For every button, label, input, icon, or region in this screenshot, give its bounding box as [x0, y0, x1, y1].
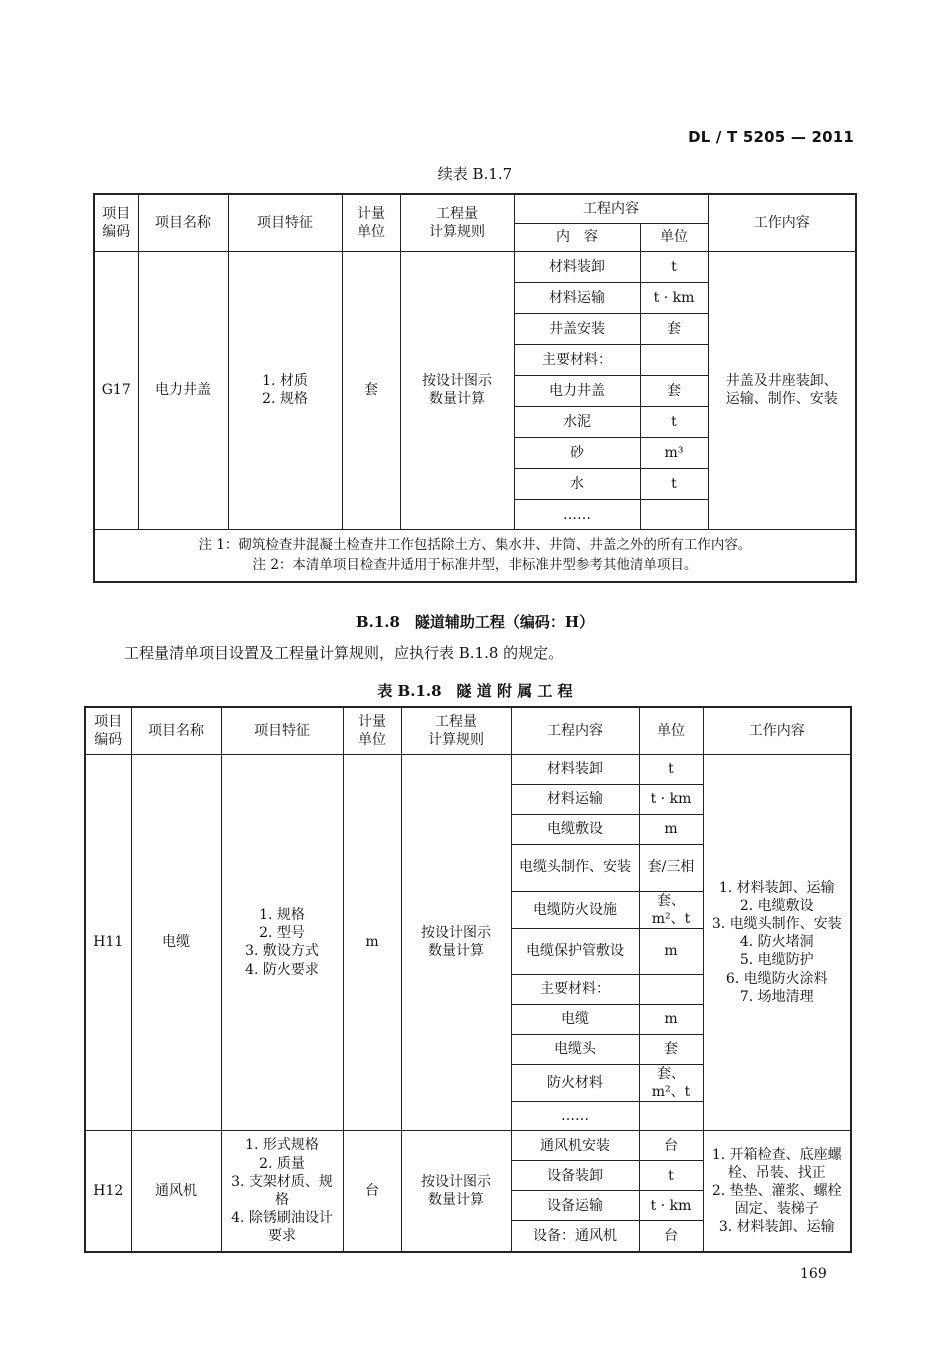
table2-caption: 表 B.1.8 隧 道 附 属 工 程: [377, 682, 573, 700]
content-item: 防火材料: [511, 1064, 639, 1101]
cell-name: 电力井盖: [138, 251, 228, 530]
content-unit: 套/三相: [639, 844, 703, 891]
section-heading: B.1.8 隧道辅助工程（编码：H）: [355, 613, 595, 631]
content-unit: 套: [640, 313, 708, 344]
cell-code: G17: [94, 251, 138, 530]
content-item: 砂: [514, 438, 640, 469]
content-unit: t · km: [639, 784, 703, 814]
content-unit: m: [639, 928, 703, 974]
cell-name: 电缆: [131, 754, 221, 1131]
th-content: 工程内容: [511, 707, 639, 754]
th-content-group: 工程内容: [514, 194, 708, 223]
note-1: 注 1：砌筑检查井混凝土检查井工作包括除土方、集水井、井筒、井盖之外的所有工作内容。: [198, 537, 752, 554]
content-item: 设备运输: [511, 1191, 639, 1221]
content-item: 通风机安装: [511, 1131, 639, 1161]
cell-work: 1. 材料装卸、运输 2. 电缆敷设 3. 电缆头制作、安装 4. 防火堵洞 5. 电缆防护 6. 电缆防火涂料 7. 场地清理: [703, 754, 851, 1131]
content-item: 材料装卸: [514, 251, 640, 282]
cell-unit: m: [343, 754, 401, 1131]
content-item: 水泥: [514, 407, 640, 438]
cell-code: H12: [85, 1131, 131, 1252]
content-unit: [639, 1102, 703, 1131]
content-item: 设备装卸: [511, 1161, 639, 1191]
table1-notes: [94, 530, 856, 582]
table-b17-continued: [93, 193, 857, 583]
content-unit: t: [640, 469, 708, 500]
content-item: 电力井盖: [514, 375, 640, 406]
content-item: 设备：通风机: [511, 1221, 639, 1252]
content-item: 电缆保护管敷设: [511, 928, 639, 974]
content-item: 电缆防火设施: [511, 891, 639, 928]
th-rule: 工程量 计算规则: [400, 194, 514, 251]
content-unit: m: [639, 1004, 703, 1034]
th-rule: 工程量 计算规则: [401, 707, 511, 754]
cell-code: H11: [85, 754, 131, 1131]
cell-features: 1. 形式规格 2. 质量 3. 支架材质、规格 4. 除锈刷油设计要求: [221, 1131, 343, 1252]
content-item: 材料运输: [511, 784, 639, 814]
th-code: 项目 编码: [94, 194, 138, 251]
content-unit: t: [640, 251, 708, 282]
content-unit: m³: [640, 438, 708, 469]
content-item: 电缆敷设: [511, 814, 639, 844]
th-work: 工作内容: [703, 707, 851, 754]
table1-caption: 续表 B.1.7: [437, 165, 513, 183]
th-content-unit: 单位: [639, 707, 703, 754]
content-item: 主要材料：: [511, 974, 639, 1004]
content-unit: t: [639, 754, 703, 784]
cell-work: 1. 开箱检查、底座螺栓、吊装、找正 2. 垫垫、灌浆、螺栓固定、装梯子 3. 材料装卸、运输: [703, 1131, 851, 1252]
content-unit: [640, 344, 708, 375]
content-unit: 套、m²、t: [639, 1064, 703, 1101]
content-unit: 套、m²、t: [639, 891, 703, 928]
content-unit: t · km: [639, 1191, 703, 1221]
content-unit: 台: [639, 1221, 703, 1252]
cell-unit: 套: [342, 251, 400, 530]
th-unit: 计量 单位: [342, 194, 400, 251]
content-unit: 台: [639, 1131, 703, 1161]
cell-features: 1. 材质 2. 规格: [228, 251, 342, 530]
content-unit: t: [640, 407, 708, 438]
content-item: 井盖安装: [514, 313, 640, 344]
content-unit: m: [639, 814, 703, 844]
th-unit: 计量 单位: [343, 707, 401, 754]
content-item: 材料装卸: [511, 754, 639, 784]
cell-rule: 按设计图示 数量计算: [401, 754, 511, 1131]
content-unit: 套: [639, 1034, 703, 1064]
content-unit: t · km: [640, 282, 708, 313]
th-name: 项目名称: [131, 707, 221, 754]
content-item: 材料运输: [514, 282, 640, 313]
th-name: 项目名称: [138, 194, 228, 251]
th-code: 项目 编码: [85, 707, 131, 754]
table-b18: [84, 706, 852, 1253]
cell-unit: 台: [343, 1131, 401, 1252]
th-content: 内 容: [514, 223, 640, 251]
cell-work: 井盖及井座装卸、 运输、制作、安装: [708, 251, 856, 530]
th-feature: 项目特征: [221, 707, 343, 754]
th-work: 工作内容: [708, 194, 856, 251]
th-content-unit: 单位: [640, 223, 708, 251]
content-item: ……: [514, 500, 640, 530]
note-2: 注 2：本清单项目检查井适用于标准井型，非标准井型参考其他清单项目。: [252, 556, 698, 573]
cell-rule: 按设计图示 数量计算: [400, 251, 514, 530]
cell-features: 1. 规格 2. 型号 3. 敷设方式 4. 防火要求: [221, 754, 343, 1131]
content-unit: [639, 974, 703, 1004]
content-item: ……: [511, 1102, 639, 1131]
content-item: 水: [514, 469, 640, 500]
content-item: 电缆: [511, 1004, 639, 1034]
th-feature: 项目特征: [228, 194, 342, 251]
page-number: 169: [800, 1266, 827, 1282]
content-item: 电缆头: [511, 1034, 639, 1064]
section-paragraph: 工程量清单项目设置及工程量计算规则，应执行表 B.1.8 的规定。: [124, 644, 564, 662]
content-unit: [640, 500, 708, 530]
content-item: 电缆头制作、安装: [511, 844, 639, 891]
content-unit: 套: [640, 375, 708, 406]
standard-code: DL / T 5205 — 2011: [688, 128, 854, 146]
content-item: 主要材料：: [514, 344, 640, 375]
cell-name: 通风机: [131, 1131, 221, 1252]
cell-rule: 按设计图示 数量计算: [401, 1131, 511, 1252]
content-unit: t: [639, 1161, 703, 1191]
